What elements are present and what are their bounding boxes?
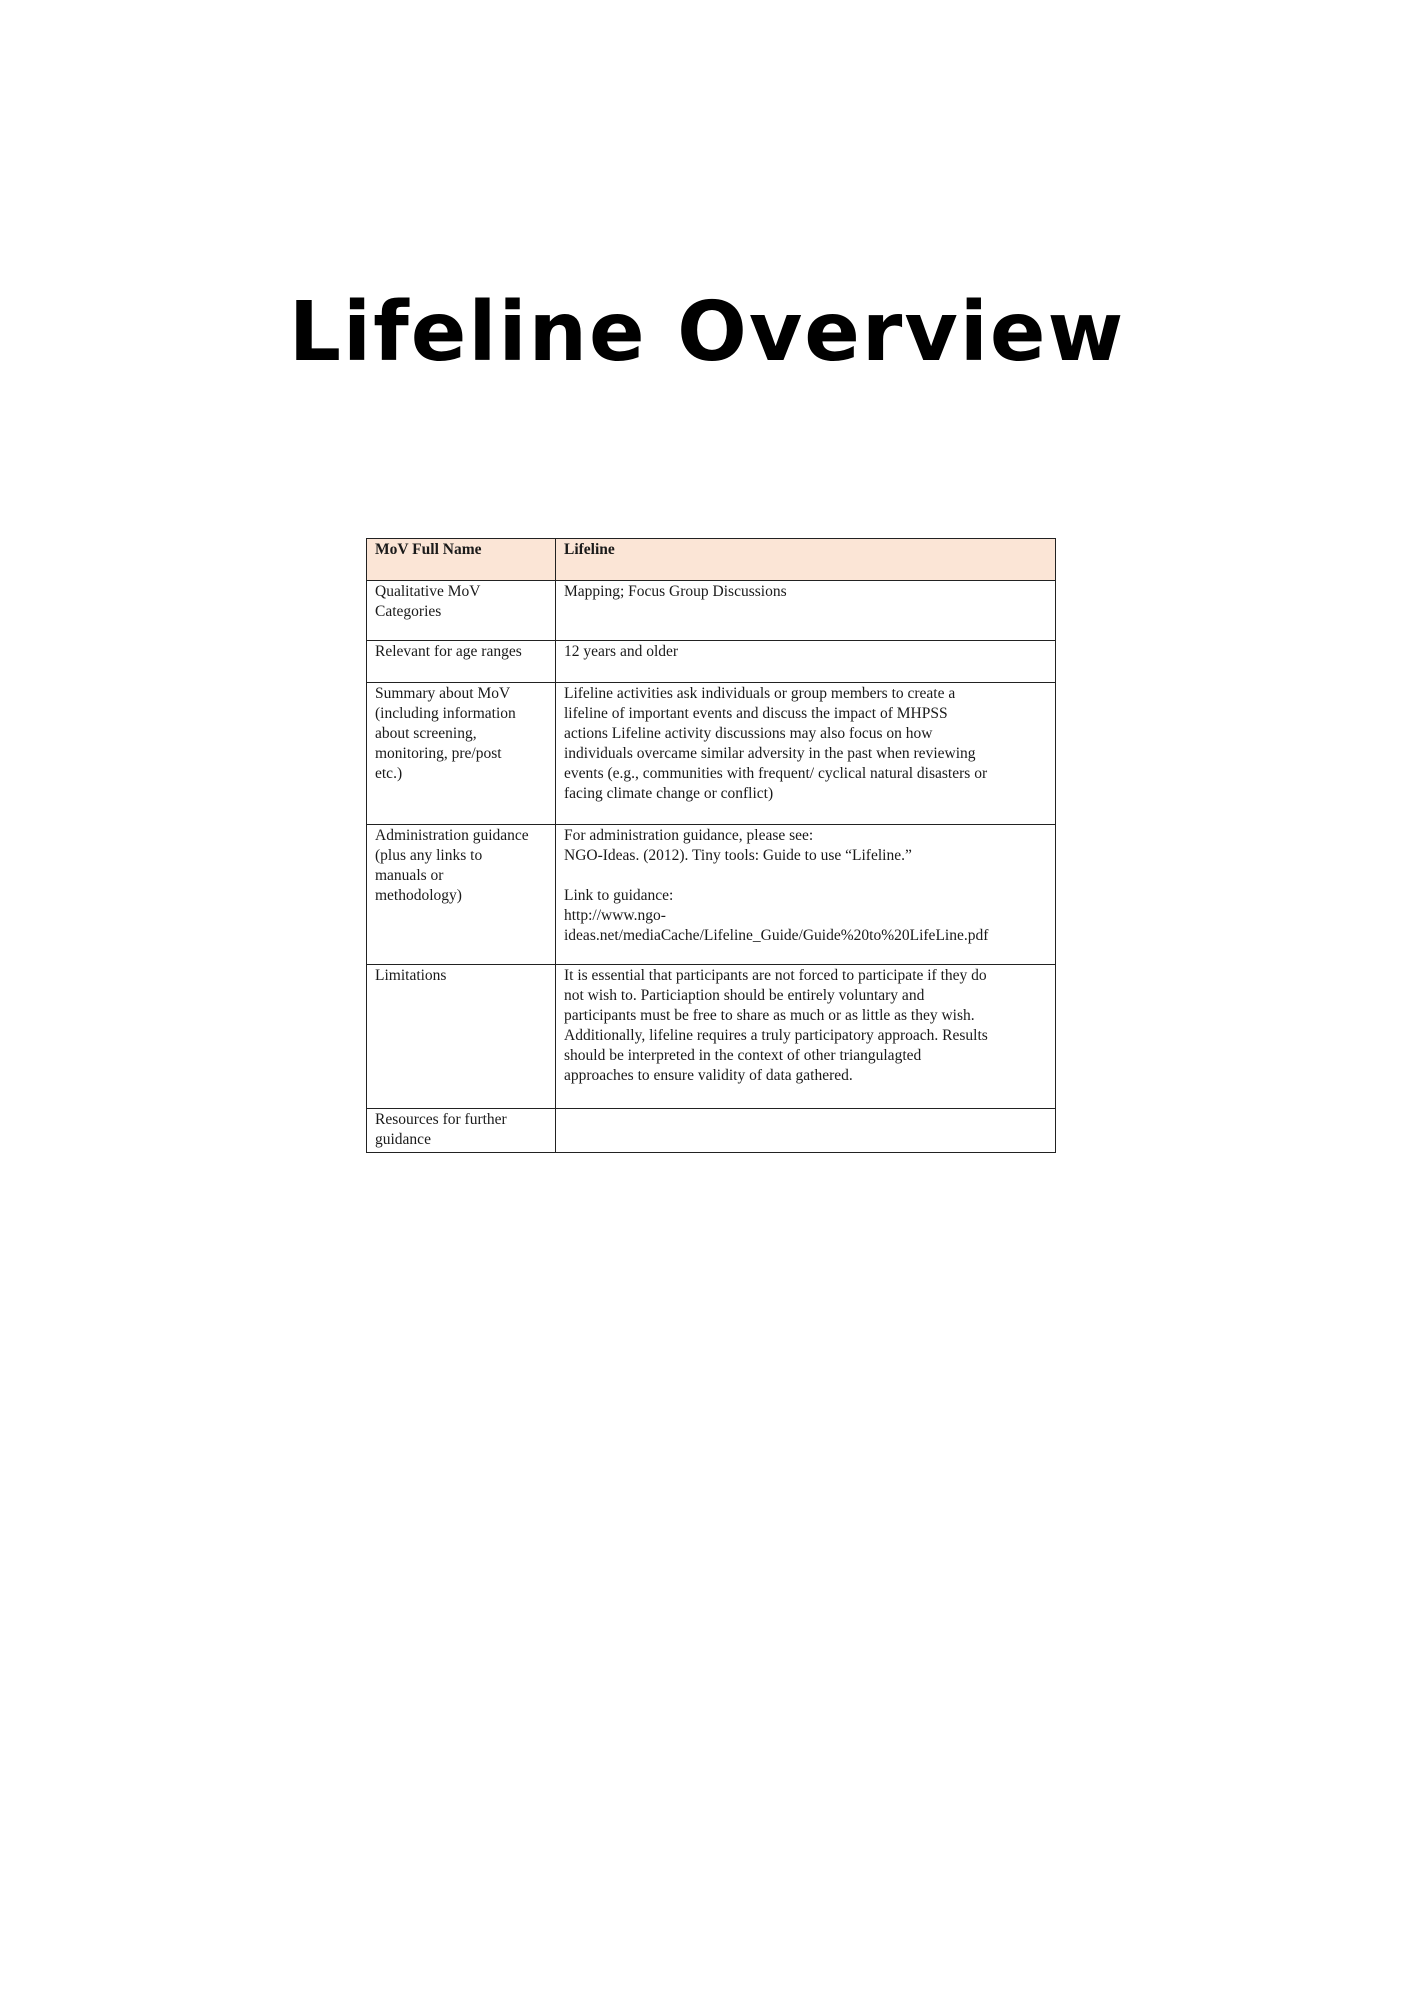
table-header-row <box>367 539 1056 581</box>
table-row-categories <box>367 581 1056 641</box>
table-row-administration-guidance <box>367 825 1056 965</box>
row-value-cell <box>556 1109 1056 1153</box>
mov-overview-table <box>366 538 1056 1153</box>
table-row-summary <box>367 683 1056 825</box>
table-row-limitations <box>367 965 1056 1109</box>
row-value-cell: It is essential that participants are not forced to participate if they do not wish to. Particiaption should be entirely voluntary and participants must be free to share as much or as little as they wish. Additionally, lifeline requires a truly participatory approach. Results should be interpreted in the context of other triangulagted approaches to ensure validity of data gathered. <box>556 965 1056 1109</box>
row-label-cell: Qualitative MoV Categories <box>367 581 556 641</box>
row-label-cell: Administration guidance (plus any links to manuals or methodology) <box>367 825 556 965</box>
row-value-cell: Mapping; Focus Group Discussions <box>556 581 1056 641</box>
row-label-cell: Resources for further guidance <box>367 1109 556 1153</box>
row-label-cell: Relevant for age ranges <box>367 641 556 683</box>
row-value-cell: Lifeline activities ask individuals or group members to create a lifeline of important events and discuss the impact of MHPSS actions Lifeline activity discussions may also focus on how individuals overcame similar adversity in the past when reviewing events (e.g., communities with frequent/ cyclical natural disasters or facing climate change or conflict) <box>556 683 1056 825</box>
table-row-resources <box>367 1109 1056 1153</box>
table-row-age-ranges <box>367 641 1056 683</box>
page-title: Lifeline Overview <box>288 285 1126 380</box>
row-label-cell: Summary about MoV (including information about screening, monitoring, pre/post etc.) <box>367 683 556 825</box>
row-value-cell: For administration guidance, please see: NGO-Ideas. (2012). Tiny tools: Guide to use “Lifeline.” Link to guidance: http://www.ngo- ideas.net/mediaCache/Lifeline_Guide/Guide%20to%20LifeLine.pdf <box>556 825 1056 965</box>
row-label-cell: Limitations <box>367 965 556 1109</box>
header-label-cell: MoV Full Name <box>367 539 556 581</box>
row-value-cell: 12 years and older <box>556 641 1056 683</box>
header-value-cell: Lifeline <box>556 539 1056 581</box>
